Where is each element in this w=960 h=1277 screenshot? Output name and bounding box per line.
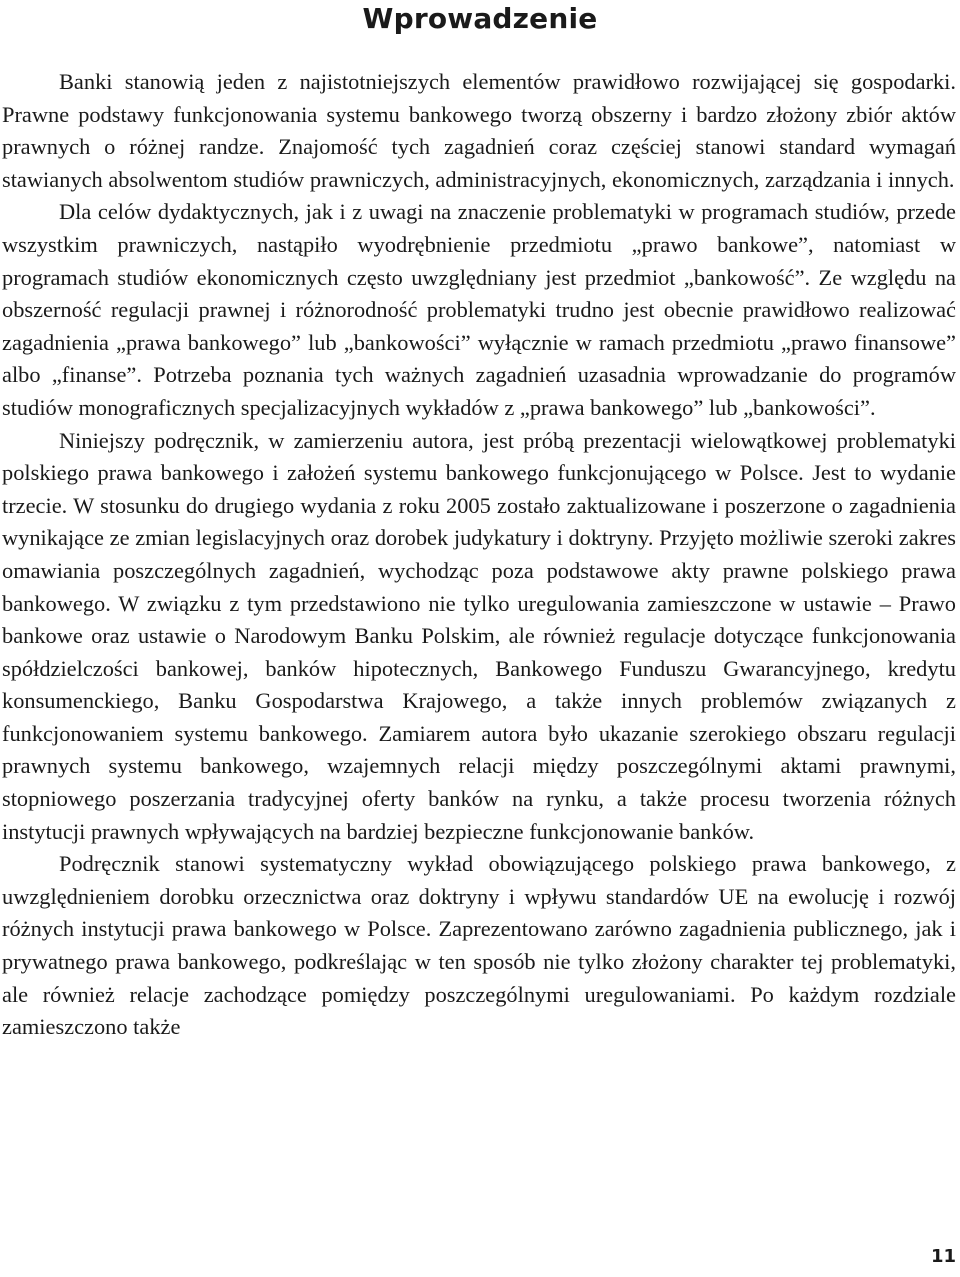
paragraph: Podręcznik stanowi systematyczny wykład obowiązującego polskiego prawa bankowego, z uwzględnieniem dorobku orzecznictwa oraz doktryny i wpływu standardów UE na ewolucję i rozwój różnych instytucji prawa bankowego w Polsce. Zaprezentowano zarówno zagadnienia publicznego, jak i prywatnego prawa bankowego, podkreślając w ten sposób nie tylko złożony charakter tej problematyki, ale również relacje zachodzące pomiędzy poszczególnymi uregulowaniami. Po każdym rozdziale zamieszczono także: [2, 851, 956, 1040]
page-number: 11: [930, 1246, 956, 1267]
paragraph: Dla celów dydaktycznych, jak i z uwagi na znaczenie problematyki w programach studiów, przede wszystkim prawniczych, nastąpiło wyodrębnienie przedmiotu „prawo bankowe”, natomiast w programach studiów ekonomicznych często uwzględniany jest przedmiot „bankowość”. Ze względu na obszerność regulacji prawnej i różnorodność problematyki trudno jest obecnie prawidłowo realizować zagadnienia „prawa bankowego” lub „bankowości” wyłącznie w ramach przedmiotu „prawo finansowe” albo „finanse”. Potrzeba poznania tych ważnych zagadnień uzasadnia wprowadzanie do programów studiów monograficznych specjalizacyjnych wykładów z „prawa bankowego” lub „bankowości”.: [2, 199, 956, 420]
paragraph: Niniejszy podręcznik, w zamierzeniu autora, jest próbą prezentacji wielowątkowej problematyki polskiego prawa bankowego i założeń systemu bankowego funkcjonującego w Polsce. Jest to wydanie trzecie. W stosunku do drugiego wydania z roku 2005 zostało zaktualizowane i poszerzone o zagadnienia wynikające ze zmian legislacyjnych oraz dorobek judykatury i doktryny. Przyjęto możliwie szeroki zakres omawiania poszczególnych zagadnień, wychodząc poza podstawowe akty prawne polskiego prawa bankowego. W związku z tym przedstawiono nie tylko uregulowania zamieszczone w ustawie – Prawo bankowe oraz ustawie o Narodowym Banku Polskim, ale również regulacje dotyczące funkcjonowania spółdzielczości bankowej, banków hipotecznych, Bankowego Funduszu Gwarancyjnego, kredytu konsumenckiego, Banku Gospodarstwa Krajowego, a także innych problemów związanych z funkcjonowaniem systemu bankowego. Zamiarem autora było ukazanie szerokiego obszaru regulacji prawnych systemu bankowego, wzajemnych relacji między poszczególnymi aktami prawnymi, stopniowego poszerzania tradycyjnej oferty banków na rynku, a także procesu tworzenia różnych instytucji prawnych wpływających na bardziej bezpieczne funkcjonowanie banków.: [2, 427, 956, 844]
page-title: Wprowadzenie: [362, 2, 598, 35]
paragraph: Banki stanowią jeden z najistotniejszych elementów prawidłowo rozwijającej się gospodarki. Prawne podstawy funkcjonowania systemu bankowego tworzą obszerny i bardzo złożony zbiór aktów prawnych o różnej randze. Znajomość tych zagadnień coraz częściej stanowi standard wymagań stawianych absolwentom studiów prawniczych, administracyjnych, ekonomicznych, zarządzania i innych.: [2, 69, 956, 192]
body-text: [2, 66, 956, 1044]
